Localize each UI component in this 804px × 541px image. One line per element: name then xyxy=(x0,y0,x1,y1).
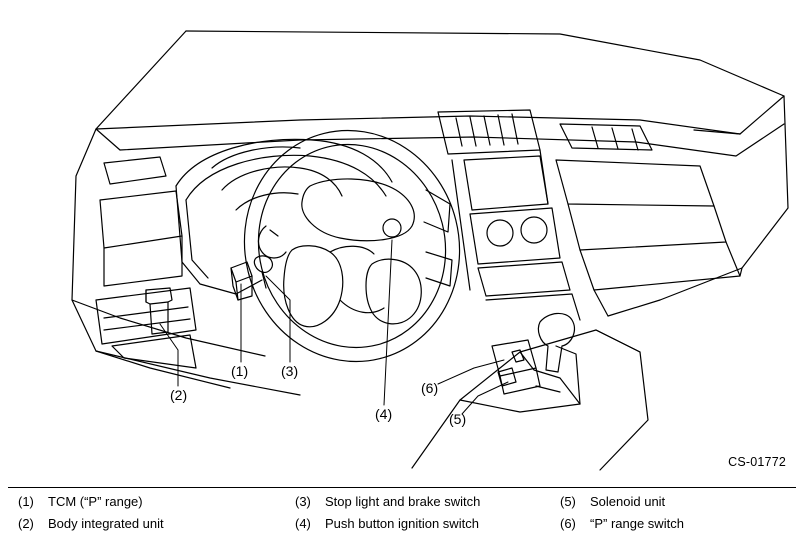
legend-divider xyxy=(8,487,796,488)
legend-label: Push button ignition switch xyxy=(325,516,479,531)
legend-item xyxy=(295,515,560,532)
legend-item xyxy=(295,493,560,510)
legend-number: (3) xyxy=(295,494,311,509)
leader-lines xyxy=(160,240,508,414)
legend-column-3 xyxy=(560,493,804,532)
callout-1: (1) xyxy=(231,363,249,379)
legend-label: Solenoid unit xyxy=(590,494,666,509)
legend-label: TCM (“P” range) xyxy=(48,494,143,509)
callout-6: (6) xyxy=(421,380,439,396)
legend-number: (6) xyxy=(560,516,576,531)
figure-code: CS-01772 xyxy=(728,455,786,469)
callout-5: (5) xyxy=(449,411,467,427)
legend-label: Stop light and brake switch xyxy=(325,494,481,509)
legend-item xyxy=(560,515,804,532)
legend-column-2 xyxy=(295,493,560,532)
legend-number: (4) xyxy=(295,516,311,531)
legend-number: (2) xyxy=(18,516,34,531)
callout-4: (4) xyxy=(375,406,393,422)
center-stack xyxy=(438,110,580,320)
shifter-console xyxy=(412,313,648,470)
legend-item xyxy=(18,515,295,532)
legend-label: “P” range switch xyxy=(590,516,684,531)
callout-3: (3) xyxy=(281,363,299,379)
legend-item xyxy=(560,493,804,510)
legend-number: (1) xyxy=(18,494,34,509)
legend-number: (5) xyxy=(560,494,576,509)
instrument-cluster xyxy=(176,139,392,294)
legend xyxy=(0,493,804,532)
legend-item xyxy=(18,493,295,510)
legend-column-1 xyxy=(0,493,295,532)
leader-5 xyxy=(462,382,508,414)
callout-2: (2) xyxy=(170,387,188,403)
legend-label: Body integrated unit xyxy=(48,516,164,531)
left-side-vent xyxy=(96,157,196,368)
